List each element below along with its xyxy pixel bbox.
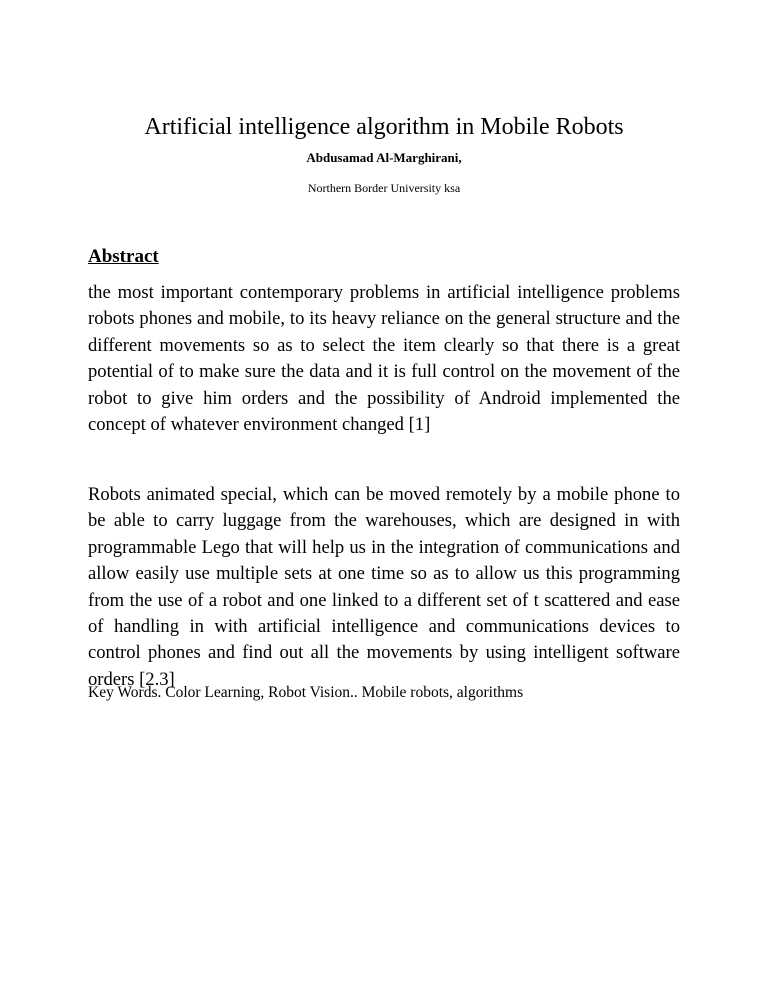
author-affiliation: Northern Border University ksa: [307, 181, 461, 195]
abstract-paragraph-2: Robots animated special, which can be moved remotely by a mobile phone to be able to carry luggage from the warehouses, which are designed in with programmable Lego that will help us in the integration of communications and allow easily use multiple sets at one time so as to allow us this programming from the use of a robot and one linked to a different set of t scattered and ease of handling in with artificial intelligence and communications devices to control phones and find out all the movements by using intelligent software orders [2.3]: [88, 484, 680, 690]
abstract-paragraph-1: the most important contemporary problems in artificial intelligence problems robots phones and mobile, to its heavy reliance on the general structure and the different movements so as to select the item clearly so that there is a great potential of to make sure the data and it is full control on the movement of the robot to give him orders and the possibility of Android implemented the concept of whatever environment changed [1]: [88, 282, 680, 436]
paper-title: Artificial intelligence algorithm in Mobile Robots: [144, 114, 624, 140]
keywords-line: Key Words. Color Learning, Robot Vision.. Mobile robots, algorithms: [88, 684, 524, 701]
author-name: Abdusamad Al-Marghirani,: [306, 150, 462, 165]
abstract-heading: Abstract: [88, 246, 159, 267]
